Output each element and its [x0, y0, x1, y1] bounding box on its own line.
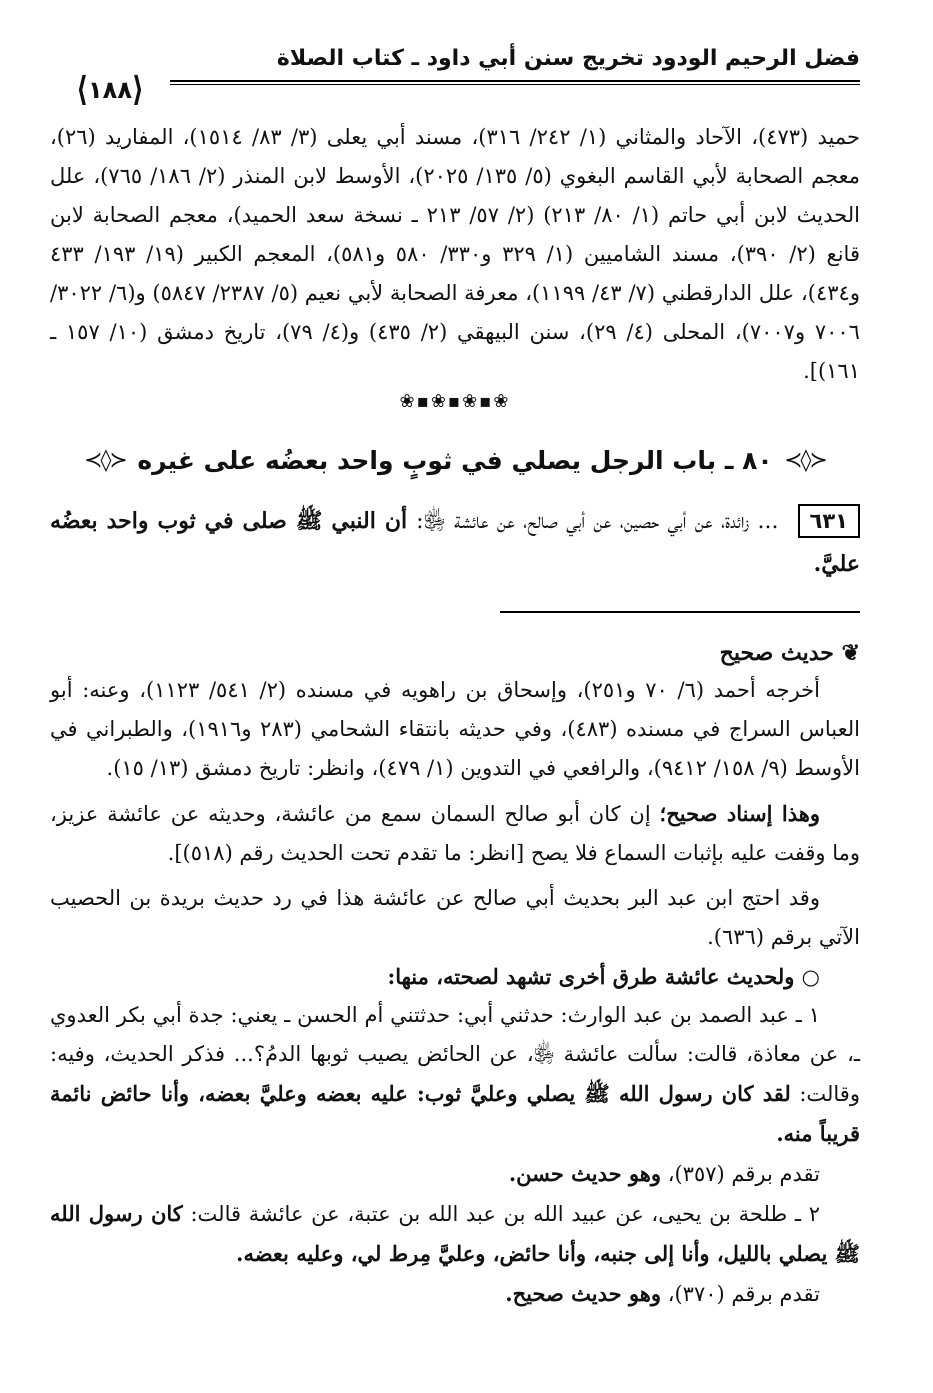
footnote-separator: [500, 611, 860, 613]
header-rule-secondary: [170, 84, 860, 85]
route-1-reference: [50, 1154, 860, 1194]
section-end-ornament: ❀▪❀▪❀▪❀: [399, 391, 511, 412]
route-2-matn: كان رسول الله ﷺ يصلي بالليل، وأنا إلى جنبه، وأنا حائض، وعليَّ مِرط لي، وعليه بعضه.: [50, 1201, 860, 1266]
running-head: [50, 40, 860, 110]
grade-title: حديث صحيح: [719, 640, 834, 666]
ibn-abd-al-barr-paragraph: وقد احتج ابن عبد البر بحديث أبي صالح عن عائشة هذا في رد حديث بريدة بن الحصيب الآتي برقم (٦٣٦).: [50, 886, 860, 949]
route-1-matn: لقد كان رسول الله ﷺ يصلي وعليَّ ثوب: عليه بعضه وعليَّ بعضه، وأنا حائض نائمة قريباً منه.: [50, 1081, 860, 1146]
other-routes-heading: ○ ولحديث عائشة طرق أخرى تشهد لصحته، منها:: [387, 964, 820, 989]
route-2: [50, 1194, 860, 1274]
route-2-ref: تقدم برقم (٣٧٠)،: [661, 1282, 820, 1306]
chapter-deco-right-icon: ≺◊≻: [784, 448, 826, 473]
route-1: [50, 996, 860, 1154]
book-page: [50, 40, 860, 1314]
route-2-grade: وهو حديث صحيح.: [505, 1281, 662, 1306]
isnad-rest: إن كان أبو صالح السمان سمع من عائشة، وحديثه عن عائشة عزيز، وما وقفت عليه بإثبات السماع فلا يصح [انظر: ما تقدم تحت الحديث رقم (٥١٨)].: [50, 802, 860, 865]
route-1-ref: تقدم برقم (٣٥٧)،: [661, 1162, 820, 1186]
running-head-title: فضل الرحيم الودود تخريج سنن أبي داود ـ كتاب الصلاة: [276, 46, 860, 71]
chapter-title: ٨٠ ـ باب الرجل يصلي في ثوبٍ واحد بعضُه على غيره: [137, 446, 773, 475]
grade-heading: [50, 635, 860, 671]
chapter-heading: [50, 436, 860, 486]
hadith-chain: ... زائدة، عن أبي حصين، عن أبي صالح، عن عائشة ﵂:: [416, 509, 779, 534]
isnad-paragraph: [50, 794, 860, 873]
page-number: ١٨٨: [88, 76, 132, 104]
book-icon: ❦: [841, 640, 860, 666]
chapter-deco-left-icon: ≺◊≻: [84, 448, 126, 473]
isnad-lead: وهذا إسناد صحيح؛: [659, 801, 820, 826]
hadith-number: ٦٣١: [798, 504, 860, 538]
hadith-block: [50, 500, 860, 585]
route-2-intro: ٢ ـ طلحة بن يحيى، عن عبيد الله بن عبد الله بن عتبة، عن عائشة قالت:: [182, 1202, 820, 1226]
route-1-intro: ١ ـ عبد الصمد بن عبد الوارث: حدثني أبي: حدثتني أم الحسن ـ يعني: جدة أبي بكر العدوي ـ، عن معاذة، قالت: سألت عائشة ﵂، عن الحائض يصيب ثوبها الدمُ؟... فذكر الحديث، وفيه: وقالت:: [50, 1003, 860, 1106]
page-number-badge: ⟨١٨٨⟩: [50, 70, 170, 110]
header-rule: [50, 80, 860, 82]
previous-takhrij-continuation: حميد (٤٧٣)، الآحاد والمثاني (١/ ٢٤٢/ ٣١٦)، مسند أبي يعلى (٣/ ٨٣/ ١٥١٤)، المفاريد (٢٦)، معجم الصحابة لأبي القاسم البغوي (٥/ ١٣٥/ ٢٠٢٥)، الأوسط لابن المنذر (٢/ ١٨٦/ ٧٦٥)، علل الحديث لابن أبي حاتم (١/ ٨٠/ ٢١٣) (٢/ ٥٧/ ٢١٣ ـ نسخة سعد الحميد)، معجم الصحابة لابن قانع (٢/ ٣٩٠)، مسند الشاميين (١/ ٣٢٩ و٣٣٠/ ٥٨٠ و٥٨١)، المعجم الكبير (١٩/ ١٩٣/ ٤٣٣ و٤٣٤)، علل الدارقطني (٧/ ٤٣/ ١١٩٩)، معرفة الصحابة لأبي نعيم (٥/ ٢٣٨٧/ ٥٨٤٧) و(٦/ ٣٠٢٢/ ٧٠٠٦ و٧٠٠٧)، المحلى (٤/ ٢٩)، سنن البيهقي (٢/ ٤٣٥) و(٤/ ٧٩)، تاريخ دمشق (١٠/ ١٥٧ ـ ١٦١)].: [50, 125, 860, 383]
takhrij-paragraph: أخرجه أحمد (٦/ ٧٠ و٢٥١)، وإسحاق بن راهويه في مسنده (٢/ ٥٤١/ ١١٢٣)، وعنه: أبو العباس السراج في مسنده (٤٨٣)، وفي حديثه بانتقاء الشحامي (٢٨٣ و١٩١٦)، والطبراني في الأوسط (٩/ ١٥٨/ ٩٤١٢)، والرافعي في التدوين (١/ ٤٧٩)، وانظر: تاريخ دمشق (١٣/ ١٥).: [50, 678, 860, 780]
hadith-text: أن النبي ﷺ صلى في ثوب واحد بعضُه عليَّ.: [50, 508, 860, 577]
route-2-reference: [50, 1274, 860, 1314]
route-1-grade: وهو حديث حسن.: [508, 1161, 662, 1186]
